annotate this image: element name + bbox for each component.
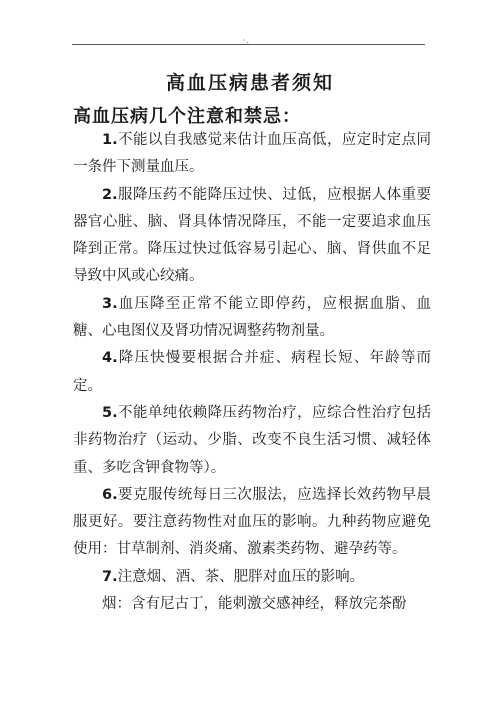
paragraph-4	[73, 345, 431, 400]
paragraph-6	[73, 482, 431, 564]
paragraph-1	[73, 127, 431, 182]
document-body	[73, 127, 431, 618]
paragraph-2	[73, 182, 431, 291]
item-number: 6.	[102, 486, 118, 503]
item-text: 注意烟、酒、茶、肥胖对血压的影响。	[117, 568, 365, 585]
item-number: 7.	[102, 568, 118, 585]
item-number: 5.	[102, 404, 118, 421]
item-text: 血压降至正常不能立即停药，应根据血脂、血糖、心电图仪及肾功情况调整药物剂量。	[73, 295, 431, 340]
item-text: 降压快慢要根据合并症、病程长短、年龄等而定。	[73, 350, 431, 394]
item-text: 不能单纯依赖降压药物治疗，应综合性治疗包括非药物治疗（运动、少脂、改变不良生活习惯、减轻体重、多吃含钾食物等）。	[73, 404, 431, 476]
header-divider	[72, 44, 425, 45]
paragraph-5	[73, 400, 431, 482]
item-number: 2.	[102, 186, 118, 203]
paragraph-3	[73, 291, 431, 346]
item-number: 4.	[102, 350, 118, 367]
document-subtitle: 高血压病几个注意和禁忌：	[73, 106, 301, 127]
item-text: 服降压药不能降压过快、过低，应根据人体重要器官心脏、脑、肾具体情况降压，不能一定要追求血压降到正常。降压过快过低容易引起心、脑、肾供血不足导致中风或心绞痛。	[73, 186, 431, 285]
item-text: 烟：含有尼古丁，能刺激交感神经，释放完茶酚	[102, 596, 407, 613]
document-title: 高血压病患者须知	[165, 72, 334, 94]
item-text: 不能以自我感觉来估计血压高低，应定时定点同一条件下测量血压。	[73, 132, 431, 176]
item-number: 1.	[102, 132, 118, 148]
header-mark: ·.	[243, 36, 251, 45]
item-text: 要克服传统每日三次服法，应选择长效药物早晨服更好。要注意药物性对血压的影响。九种药物应避免使用：甘草制剂、消炎痛、激素类药物、避孕药等。	[73, 486, 431, 558]
paragraph-7	[73, 564, 431, 591]
item-number: 3.	[102, 295, 118, 312]
paragraph-smoking	[73, 591, 431, 618]
